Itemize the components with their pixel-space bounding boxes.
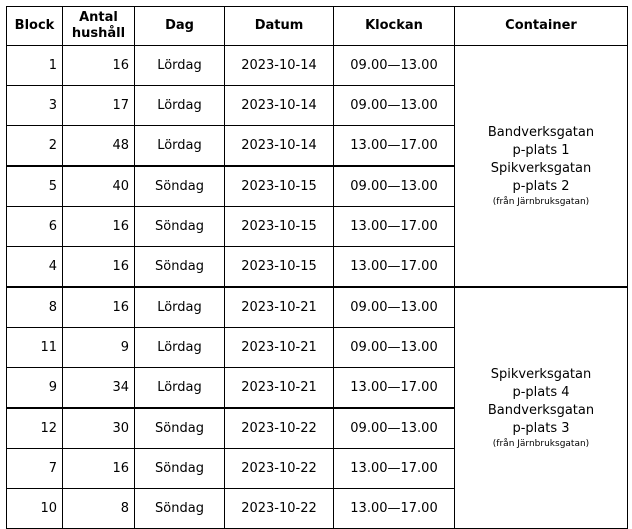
cell-time: 09.00—13.00	[334, 408, 455, 449]
cell-day: Lördag	[135, 368, 225, 409]
cell-date: 2023-10-21	[225, 287, 334, 328]
cell-day: Söndag	[135, 247, 225, 288]
container-note: (från Järnbruksgatan)	[492, 439, 590, 449]
header-time: Klockan	[334, 7, 455, 46]
container-line1: Bandverksgatan	[487, 125, 595, 140]
header-date: Datum	[225, 7, 334, 46]
cell-block: 11	[7, 328, 63, 368]
cell-households: 16	[63, 207, 135, 247]
cell-date: 2023-10-22	[225, 489, 334, 529]
cell-date: 2023-10-14	[225, 46, 334, 86]
cell-time: 13.00—17.00	[334, 126, 455, 167]
cell-block: 1	[7, 46, 63, 86]
cell-time: 13.00—17.00	[334, 449, 455, 489]
cell-block: 2	[7, 126, 63, 167]
cell-time: 09.00—13.00	[334, 46, 455, 86]
container-line2: p-plats 4	[512, 385, 570, 400]
header-container: Container	[455, 7, 628, 46]
cell-day: Söndag	[135, 408, 225, 449]
table-row	[7, 46, 628, 86]
container-line2: p-plats 1	[512, 143, 570, 158]
cell-block: 8	[7, 287, 63, 328]
cell-block: 6	[7, 207, 63, 247]
cell-date: 2023-10-15	[225, 207, 334, 247]
cell-day: Lördag	[135, 287, 225, 328]
cell-time: 13.00—17.00	[334, 247, 455, 288]
cell-households: 16	[63, 287, 135, 328]
container-note: (från Järnbruksgatan)	[492, 197, 590, 207]
header-households	[63, 7, 135, 46]
cell-date: 2023-10-14	[225, 126, 334, 167]
cell-households: 16	[63, 247, 135, 288]
cell-date: 2023-10-14	[225, 86, 334, 126]
cell-time: 09.00—13.00	[334, 166, 455, 207]
cell-day: Lördag	[135, 328, 225, 368]
header-day: Dag	[135, 7, 225, 46]
cell-households: 8	[63, 489, 135, 529]
schedule-table-wrapper	[6, 6, 628, 529]
cell-block: 10	[7, 489, 63, 529]
cell-day: Lördag	[135, 46, 225, 86]
cell-container	[455, 46, 628, 288]
cell-day: Söndag	[135, 489, 225, 529]
container-line3: Bandverksgatan	[487, 403, 595, 418]
cell-households: 40	[63, 166, 135, 207]
cell-day: Lördag	[135, 86, 225, 126]
cell-households: 30	[63, 408, 135, 449]
cell-block: 4	[7, 247, 63, 288]
cell-day: Lördag	[135, 126, 225, 167]
cell-households: 17	[63, 86, 135, 126]
cell-block: 12	[7, 408, 63, 449]
table-row	[7, 287, 628, 328]
cell-block: 5	[7, 166, 63, 207]
cell-households: 16	[63, 449, 135, 489]
cell-block: 7	[7, 449, 63, 489]
cell-block: 3	[7, 86, 63, 126]
cell-date: 2023-10-15	[225, 166, 334, 207]
container-line4: p-plats 2	[512, 179, 570, 194]
cell-day: Söndag	[135, 449, 225, 489]
cell-households: 48	[63, 126, 135, 167]
header-row	[7, 7, 628, 46]
cell-time: 13.00—17.00	[334, 368, 455, 409]
cell-time: 13.00—17.00	[334, 207, 455, 247]
cell-time: 09.00—13.00	[334, 328, 455, 368]
cell-households: 9	[63, 328, 135, 368]
cell-container	[455, 287, 628, 529]
cell-day: Söndag	[135, 207, 225, 247]
cell-households: 34	[63, 368, 135, 409]
cell-date: 2023-10-21	[225, 328, 334, 368]
cell-date: 2023-10-22	[225, 408, 334, 449]
container-line3: Spikverksgatan	[490, 161, 592, 176]
cell-block: 9	[7, 368, 63, 409]
header-block: Block	[7, 7, 63, 46]
cell-time: 09.00—13.00	[334, 287, 455, 328]
header-households-line1: Antal	[79, 10, 118, 25]
container-line1: Spikverksgatan	[490, 367, 592, 382]
cell-households: 16	[63, 46, 135, 86]
header-households-line2: hushåll	[71, 26, 126, 41]
cell-date: 2023-10-21	[225, 368, 334, 409]
cell-time: 09.00—13.00	[334, 86, 455, 126]
cell-day: Söndag	[135, 166, 225, 207]
cell-date: 2023-10-22	[225, 449, 334, 489]
cell-date: 2023-10-15	[225, 247, 334, 288]
schedule-table	[6, 6, 628, 529]
cell-time: 13.00—17.00	[334, 489, 455, 529]
container-line4: p-plats 3	[512, 421, 570, 436]
